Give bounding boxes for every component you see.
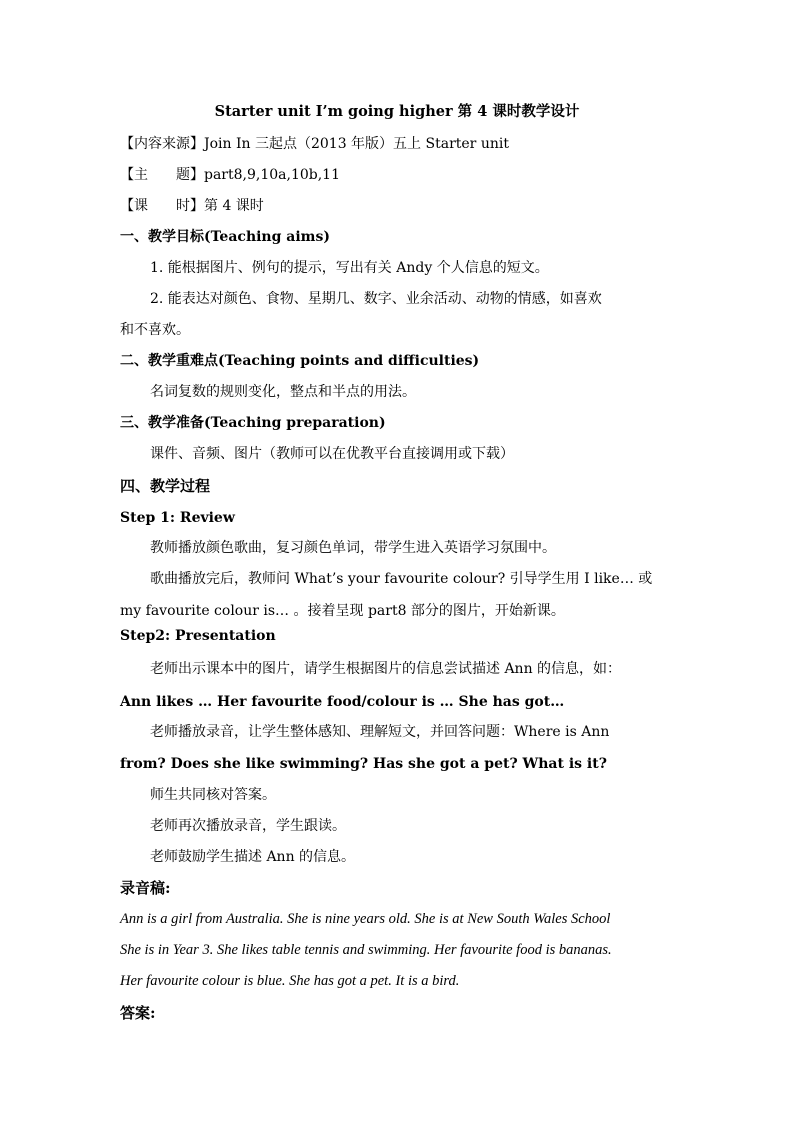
script-heading: 录音稿: (120, 879, 171, 897)
step2-line-1: 老师出示课本中的图片，请学生根据图片的信息尝试描述 Ann 的信息，如： (150, 661, 622, 677)
meta-period: 【课 时】第 4 课时 (120, 198, 264, 214)
answer-heading: 答案: (120, 1004, 156, 1022)
points-heading: 二、教学重难点(Teaching points and difficulties) (120, 353, 480, 369)
script-line-2: She is in Year 3. She likes table tennis and swimming. Her favourite food is bananas. (120, 942, 612, 958)
process-heading: 四、教学过程 (120, 477, 211, 495)
aims-heading: 一、教学目标(Teaching aims) (120, 229, 330, 245)
step2-line-2: Ann likes … Her favourite food/colour is … She has got… (120, 694, 565, 710)
step1-line-1: 教师播放颜色歌曲，复习颜色单词，带学生进入英语学习氛围中。 (150, 540, 556, 556)
preparation-heading: 三、教学准备(Teaching preparation) (120, 415, 386, 431)
script-line-3: Her favourite colour is blue. She has got a pet. It is a bird. (120, 973, 460, 989)
step2-line-7: 老师鼓励学生描述 Ann 的信息。 (150, 849, 356, 865)
step1-line-2: 歌曲播放完后，教师问 What’s your favourite colour? 引导学生用 I like… 或 (150, 571, 653, 587)
page-title: Starter unit I’m going higher 第 4 课时教学设计 (214, 103, 580, 120)
step1-line-3: my favourite colour is… 。接着呈现 part8 部分的图片，开始新课。 (120, 603, 565, 619)
step2-line-3: 老师播放录音，让学生整体感知、理解短文，并回答问题：Where is Ann (150, 724, 610, 740)
meta-source: 【内容来源】Join In 三起点（2013 年版）五上 Starter unit (120, 136, 509, 152)
aims-item-2-cont: 和不喜欢。 (120, 322, 190, 338)
step2-line-6: 老师再次播放录音，学生跟读。 (150, 818, 346, 834)
script-line-1: Ann is a girl from Australia. She is nine years old. She is at New South Wales School (120, 911, 611, 927)
points-text: 名词复数的规则变化，整点和半点的用法。 (150, 384, 416, 400)
step2-line-5: 师生共同核对答案。 (150, 787, 276, 803)
preparation-text: 课件、音频、图片（教师可以在优教平台直接调用或下载） (150, 446, 514, 462)
aims-item-1: 1. 能根据图片、例句的提示，写出有关 Andy 个人信息的短文。 (150, 260, 549, 276)
aims-item-2: 2. 能表达对颜色、食物、星期几、数字、业余活动、动物的情感，如喜欢 (150, 291, 602, 307)
step2-line-4: from? Does she like swimming? Has she got a pet? What is it? (120, 756, 607, 772)
step2-heading: Step2: Presentation (120, 628, 276, 644)
meta-topic: 【主 题】part8,9,10a,10b,11 (120, 167, 340, 183)
step1-heading: Step 1: Review (120, 510, 235, 526)
